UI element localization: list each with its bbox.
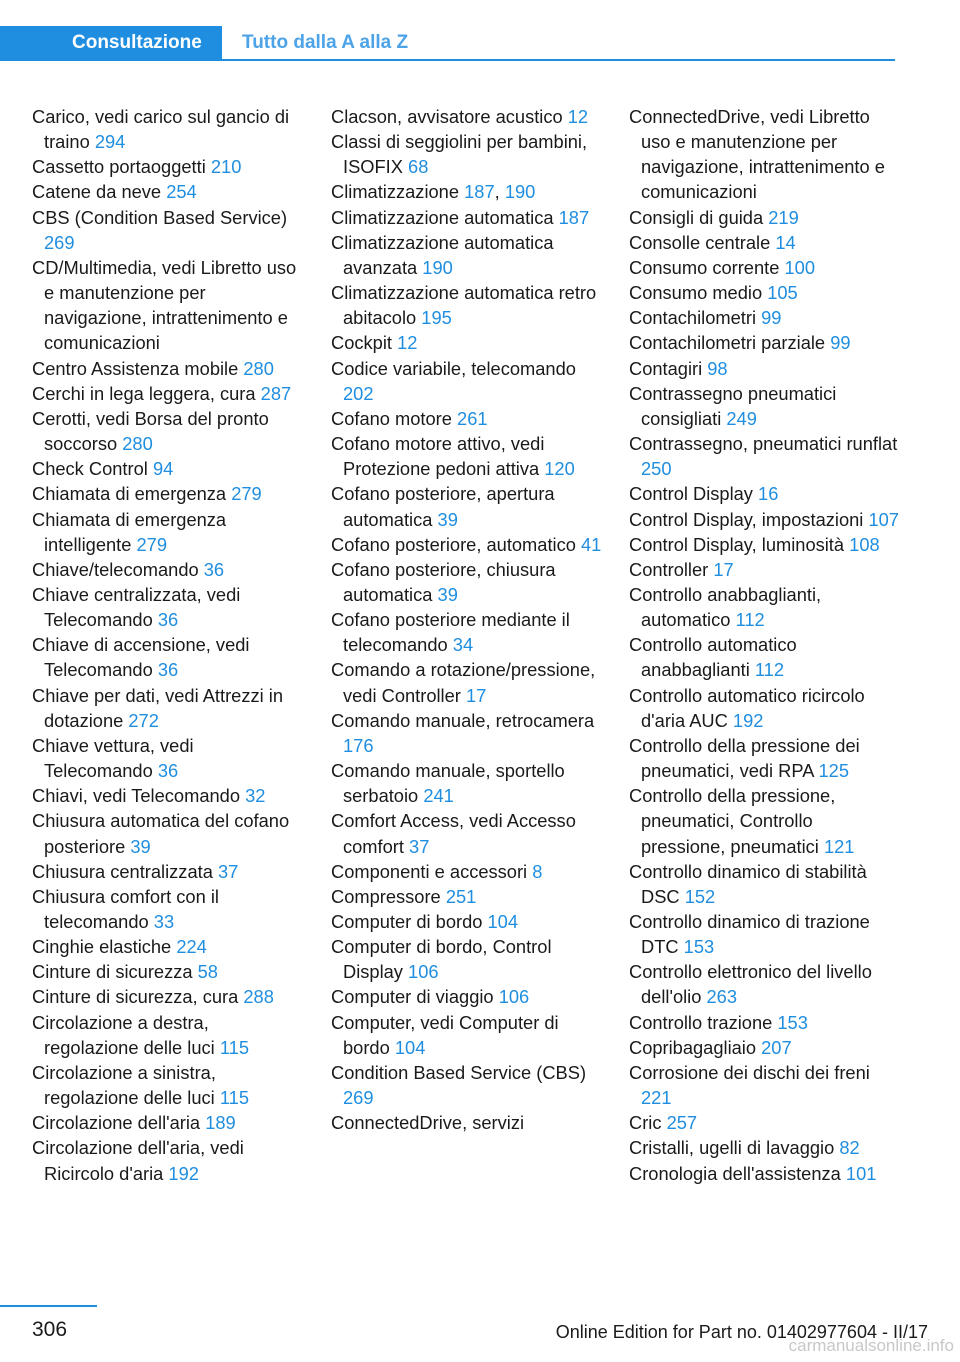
index-entry <box>331 330 606 355</box>
index-entry-text: Chiusura comfort con il telecomando <box>32 885 219 932</box>
index-entry <box>331 104 606 129</box>
page-link[interactable]: 221 <box>641 1087 672 1109</box>
index-entry <box>32 179 307 204</box>
index-entry-text: Contrassegno, pneumatici runflat <box>629 433 898 455</box>
index-entry-text: Condition Based Service (CBS) <box>331 1061 587 1083</box>
page-link[interactable]: 104 <box>394 1036 426 1058</box>
index-entry <box>32 381 307 406</box>
page-link[interactable]: 176 <box>343 734 374 756</box>
index-entry <box>331 708 606 758</box>
page-link[interactable]: 280 <box>122 433 153 455</box>
page-link[interactable]: 14 <box>775 231 796 253</box>
index-entry <box>32 884 307 934</box>
index-entry <box>32 205 307 255</box>
page-link[interactable]: 192 <box>732 709 764 731</box>
index-entry-text: Carico, vedi carico sul gancio di traino <box>32 106 290 153</box>
index-entry-text: Comando manuale, sportello serbatoio <box>331 760 565 807</box>
page-link[interactable]: 39 <box>130 835 151 857</box>
page-link[interactable]: 120 <box>544 458 575 480</box>
page-link[interactable]: 37 <box>217 860 239 882</box>
page-link[interactable]: 189 <box>205 1112 236 1134</box>
index-entry <box>629 431 901 481</box>
header-divider <box>0 59 895 61</box>
index-entry <box>331 657 606 707</box>
index-entry <box>629 959 901 1009</box>
tab-tutto-dalla-a-alla-z[interactable]: Tutto dalla A alla Z <box>242 32 409 53</box>
page-link[interactable]: 279 <box>136 533 168 555</box>
page-link[interactable]: 287 <box>260 382 292 404</box>
index-entry-text: Chiamata di emergenza <box>32 483 227 505</box>
index-entry-text: Computer di bordo, Control Display <box>331 936 552 983</box>
index-entry-text: Controllo anabbaglianti, automatico <box>629 583 822 631</box>
index-entry <box>32 733 307 783</box>
index-entry <box>331 1110 606 1135</box>
page-link[interactable]: 125 <box>818 760 850 782</box>
index-entry-text: Centro Assistenza mobile <box>32 357 239 379</box>
index-entry-text: Climatizzazione automatica <box>331 206 554 228</box>
page-link[interactable]: 210 <box>210 156 242 178</box>
index-entry-text: Circolazione dell'aria, vedi Ricircolo d'aria <box>32 1137 244 1184</box>
index-entry-text: Cofano posteriore, apertura automatica <box>331 483 555 530</box>
index-entry <box>331 406 606 431</box>
index-entry <box>32 1010 307 1060</box>
page-link[interactable]: 36 <box>157 760 179 782</box>
index-entry-text: Computer di viaggio <box>331 986 494 1008</box>
index-entry <box>32 255 307 356</box>
page-link[interactable]: 192 <box>168 1162 199 1184</box>
page-link[interactable]: 17 <box>713 558 734 580</box>
index-entry <box>629 632 901 682</box>
index-entry <box>629 1135 901 1160</box>
index-entry-text: Cofano posteriore, automatico <box>331 533 576 555</box>
page-link[interactable]: 100 <box>784 256 815 278</box>
index-entry <box>331 129 606 179</box>
index-entry <box>331 557 606 607</box>
index-entry <box>629 507 901 532</box>
index-entry <box>331 884 606 909</box>
page-link[interactable]: 68 <box>408 156 429 178</box>
index-entry <box>32 683 307 733</box>
index-entry <box>331 356 606 406</box>
page-link[interactable]: 112 <box>754 659 785 681</box>
page-link[interactable]: 39 <box>437 583 458 605</box>
index-entry-text: Cristalli, ugelli di lavaggio <box>629 1137 835 1159</box>
index-entry-text: Catene da neve <box>32 181 162 203</box>
page-link[interactable]: 36 <box>157 659 179 681</box>
index-entry <box>629 859 901 909</box>
index-entry <box>629 330 901 355</box>
page-link[interactable]: 106 <box>408 961 439 983</box>
index-entry <box>629 1010 901 1035</box>
index-entry <box>331 934 606 984</box>
index-entry <box>629 1035 901 1060</box>
page-link[interactable]: 99 <box>761 307 782 329</box>
index-entry <box>331 481 606 531</box>
page-link[interactable]: 104 <box>487 911 519 932</box>
index-entry-text: Chiave/telecomando <box>32 558 199 580</box>
index-entry-text: Controllo automatico anabbaglianti <box>629 634 797 681</box>
index-entry <box>629 783 901 858</box>
index-entry-text: Cerotti, vedi Borsa del pronto soccorso <box>32 407 269 455</box>
index-entry-text: Controllo dinamico di trazione DTC <box>629 911 870 958</box>
index-entry-text: Cockpit <box>331 332 392 354</box>
edition-note: Online Edition for Part no. 01402977604 - II/17 <box>555 1322 928 1342</box>
page-link[interactable]: 219 <box>768 206 799 228</box>
index-entry <box>32 507 307 557</box>
page-link[interactable]: 152 <box>684 885 716 907</box>
page-link[interactable]: 251 <box>445 885 477 907</box>
index-entry-text: CD/Multimedia, vedi Libretto uso e manutenzione per navigazione, intrattenimento e comunicazioni <box>32 256 297 354</box>
index-entry <box>32 1060 307 1110</box>
index-entry-text: Componenti e accessori <box>331 860 528 882</box>
index-entry <box>331 230 606 280</box>
index-entry <box>629 733 901 783</box>
page-link[interactable]: 8 <box>532 860 543 882</box>
index-entry <box>32 1135 307 1185</box>
page-link[interactable]: 195 <box>421 307 452 329</box>
index-entry-text: Consigli di guida <box>629 206 764 228</box>
index-entry <box>32 481 307 506</box>
index-entry-text: Cofano motore attivo, vedi Protezione pedoni attiva <box>331 433 545 480</box>
page-link[interactable]: 263 <box>706 986 738 1008</box>
page-link[interactable]: 98 <box>707 357 728 379</box>
index-entry-text: Classi di seggiolini per bambini, ISOFIX <box>331 131 588 178</box>
index-entry-text: Chiave di accensione, vedi Telecomando <box>32 634 250 681</box>
page-link[interactable]: 294 <box>94 131 126 153</box>
index-entry <box>629 205 901 230</box>
index-entry <box>331 280 606 330</box>
index-entry-text: Contachilometri parziale <box>629 332 826 354</box>
index-entry-text: Cofano posteriore mediante il telecomando <box>331 609 570 656</box>
index-entry-text: Consumo medio <box>629 282 763 304</box>
page-link[interactable]: 257 <box>666 1112 698 1134</box>
index-entry <box>32 632 307 682</box>
page-link[interactable]: 16 <box>758 483 779 505</box>
page-link[interactable]: 190 <box>422 256 453 278</box>
page-link[interactable]: 94 <box>152 458 174 480</box>
page-link[interactable]: 261 <box>457 407 488 429</box>
index-column-1 <box>32 104 307 1186</box>
index-entry <box>629 230 901 255</box>
page-link[interactable]: 34 <box>452 634 474 656</box>
index-entry <box>629 582 901 632</box>
index-entry <box>629 104 901 205</box>
index-entry <box>32 154 307 179</box>
page-link[interactable]: 250 <box>641 458 672 480</box>
index-entry-text: Controllo della pressione, pneumatici, Controllo pressione, pneumatici <box>629 785 836 857</box>
index-entry: Climatizzazione 187, 190 <box>331 181 536 203</box>
index-entry-text: ConnectedDrive, vedi Libretto uso e manutenzione per navigazione, intrattenimento e comunicazioni <box>629 106 885 203</box>
index-entry-text: Contachilometri <box>629 307 757 329</box>
index-entry-text: Circolazione dell'aria <box>32 1112 201 1134</box>
index-entry <box>32 104 307 154</box>
index-entry <box>629 255 901 280</box>
index-entry-text: Compressore <box>331 885 441 907</box>
page-link[interactable]: 99 <box>830 332 851 354</box>
page-link[interactable]: 269 <box>44 231 75 253</box>
index-entry-text: CBS (Condition Based Service) <box>32 206 288 228</box>
index-entry-text: Cassetto portaoggetti <box>32 156 206 178</box>
index-entry-text: ConnectedDrive, servizi <box>331 1112 525 1134</box>
page-link[interactable]: 32 <box>245 785 266 807</box>
index-entry <box>32 934 307 959</box>
index-entry-text: Cofano posteriore, chiusura automatica <box>331 558 556 605</box>
page-link[interactable]: 106 <box>498 986 530 1008</box>
page-link[interactable]: 36 <box>203 558 225 580</box>
index-entry <box>629 381 901 431</box>
page-link[interactable]: 288 <box>243 986 274 1008</box>
index-entry-text: Cronologia dell'assistenza <box>629 1162 841 1184</box>
index-entry-text: Chiave centralizzata, vedi Telecomando <box>32 583 241 631</box>
page-link[interactable]: 121 <box>823 835 855 857</box>
index-entry <box>629 356 901 381</box>
page-link[interactable]: 39 <box>437 508 458 530</box>
index-entry <box>32 959 307 984</box>
index-entry <box>32 582 307 632</box>
index-entry <box>629 280 901 305</box>
index-entry-text: Codice variabile, telecomando <box>331 357 576 379</box>
page-link[interactable]: 107 <box>868 508 899 530</box>
index-entry-text: Climatizzazione automatica avanzata <box>331 231 554 278</box>
index-entry <box>331 205 606 230</box>
footer-divider <box>0 1305 97 1307</box>
index-entry <box>32 859 307 884</box>
page-link[interactable]: 254 <box>166 181 197 203</box>
index-entry <box>32 783 307 808</box>
page-link[interactable]: 105 <box>767 282 798 304</box>
index-entry-text: Copribagagliaio <box>629 1036 757 1058</box>
page-link[interactable]: 249 <box>726 407 757 429</box>
index-entry <box>629 683 901 733</box>
page-link[interactable]: 112 <box>735 609 765 631</box>
page-link[interactable]: 153 <box>683 936 715 958</box>
page-link[interactable]: 224 <box>176 936 207 958</box>
page-link[interactable]: 36 <box>157 609 179 631</box>
index-entry-text: Circolazione a destra, regolazione delle luci <box>32 1011 215 1058</box>
index-entry-text: Chiusura centralizzata <box>32 860 213 882</box>
page-link[interactable]: 187 <box>464 181 495 203</box>
index-entry-text: Control Display, impostazioni <box>629 508 864 530</box>
page-link[interactable]: 12 <box>397 332 418 354</box>
index-entry-text: Consumo corrente <box>629 256 780 278</box>
index-entry <box>629 1060 901 1110</box>
page-link[interactable]: 58 <box>197 961 218 983</box>
index-entry <box>32 1110 307 1135</box>
page-link[interactable]: 153 <box>777 1011 808 1033</box>
index-entry <box>331 431 606 481</box>
index-entry <box>331 984 606 1009</box>
index-entry-text: Comando a rotazione/pressione, vedi Controller <box>331 659 596 706</box>
index-entry-text: Control Display, luminosità <box>629 533 845 555</box>
page-link[interactable]: 269 <box>343 1087 374 1109</box>
index-entry <box>331 758 606 808</box>
page-link[interactable]: 202 <box>343 382 374 404</box>
index-entry <box>32 557 307 582</box>
index-entry-text: Controllo trazione <box>629 1011 773 1033</box>
index-entry-text: Chiusura automatica del cofano posteriore <box>32 810 290 857</box>
index-entry-text: Cofano motore <box>331 407 452 429</box>
index-entry-text: Comando manuale, retrocamera <box>331 709 595 731</box>
index-entry-text: Circolazione a sinistra, regolazione delle luci <box>32 1061 216 1109</box>
index-entry <box>331 859 606 884</box>
index-entry-text: Climatizzazione <box>331 181 460 203</box>
index-entry <box>629 1161 901 1186</box>
page-link[interactable]: 37 <box>409 835 430 857</box>
index-entry <box>629 1110 901 1135</box>
watermark: carmanualsonline.info <box>788 1336 954 1355</box>
page-link[interactable]: 108 <box>849 533 880 555</box>
page-link[interactable]: 279 <box>231 483 262 505</box>
index-entry <box>331 1060 606 1110</box>
index-entry-text: Controllo elettronico del livello dell'olio <box>629 961 872 1008</box>
page-link[interactable]: 41 <box>581 533 602 555</box>
index-entry-text: Climatizzazione automatica retro abitacolo <box>331 282 597 329</box>
index-entry <box>629 557 901 582</box>
index-entry-text: Chiavi, vedi Telecomando <box>32 785 240 807</box>
index-entry-text: Contrassegno pneumatici consigliati <box>629 382 837 429</box>
index-entry-text: Consolle centrale <box>629 231 771 253</box>
index-entry-text: Chiamata di emergenza intelligente <box>32 508 227 555</box>
page-link[interactable]: 17 <box>465 684 487 706</box>
page-link[interactable]: 272 <box>128 709 159 731</box>
index-entry-text: Chiave vettura, vedi Telecomando <box>32 734 194 782</box>
index-entry-text: Chiave per dati, vedi Attrezzi in dotazione <box>32 684 283 731</box>
index-entry-text: Contagiri <box>629 357 703 379</box>
index-entry <box>331 909 606 934</box>
index-entry-text: Cric <box>629 1112 662 1134</box>
index-entry <box>331 1010 606 1060</box>
index-entry-text: Cerchi in lega leggera, cura <box>32 382 256 404</box>
page-link[interactable]: 82 <box>839 1137 860 1159</box>
index-entry <box>629 909 901 959</box>
index-entry <box>32 456 307 481</box>
index-entry <box>629 481 901 506</box>
page-number: 306 <box>32 1318 68 1341</box>
page-link[interactable]: 12 <box>567 106 589 127</box>
index-entry <box>629 305 901 330</box>
index-column-2 <box>331 104 606 1135</box>
index-entry-text: Controllo dinamico di stabilità DSC <box>629 860 867 907</box>
index-entry-text: Computer di bordo <box>331 911 483 932</box>
page-link[interactable]: 241 <box>423 785 454 807</box>
index-entry-text: Cinghie elastiche <box>32 936 172 958</box>
index-entry <box>32 356 307 381</box>
index-entry <box>32 984 307 1009</box>
index-column-3 <box>629 104 901 1186</box>
page-link[interactable]: 101 <box>845 1162 877 1184</box>
index-entry <box>629 532 901 557</box>
index-entry-text: Cinture di sicurezza <box>32 961 193 983</box>
index-entry <box>32 808 307 858</box>
page-link[interactable]: 115 <box>219 1087 249 1109</box>
index-entry-text: Corrosione dei dischi dei freni <box>629 1061 870 1083</box>
index-entry <box>331 532 606 557</box>
page-link[interactable]: 187 <box>558 206 590 228</box>
page-link[interactable]: 115 <box>219 1036 249 1058</box>
index-entry-text: Check Control <box>32 458 148 480</box>
index-entry-text: Cinture di sicurezza, cura <box>32 986 239 1008</box>
index-entry-text: Comfort Access, vedi Accesso comfort <box>331 810 576 857</box>
index-entry <box>331 607 606 657</box>
page-link[interactable]: 280 <box>243 357 274 379</box>
page-link[interactable]: 207 <box>761 1036 792 1058</box>
index-entry-text: Control Display <box>629 483 753 505</box>
index-entry-text: Controller <box>629 558 709 580</box>
index-entry-text: Clacson, avvisatore acustico <box>331 106 563 127</box>
page-link[interactable]: 190 <box>504 181 536 203</box>
index-entry <box>32 406 307 456</box>
page-link[interactable]: 33 <box>153 911 175 932</box>
page-header <box>0 26 895 62</box>
index-entry <box>331 808 606 858</box>
tab-consultazione[interactable]: Consultazione <box>0 26 222 60</box>
index-entry-text: Computer, vedi Computer di bordo <box>331 1011 559 1058</box>
index-entry-text: Controllo automatico ricircolo d'aria AUC <box>629 684 865 731</box>
index-entry-text: Controllo della pressione dei pneumatici, vedi RPA <box>629 734 860 782</box>
